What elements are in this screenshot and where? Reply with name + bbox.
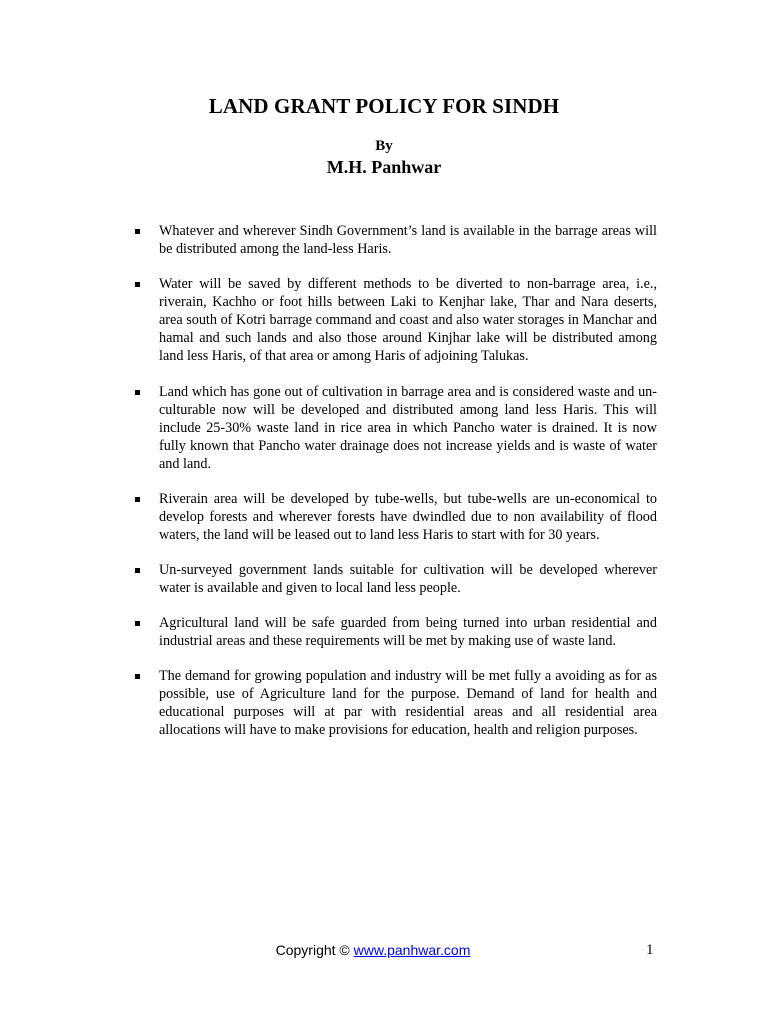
square-bullet-icon: [135, 229, 140, 234]
square-bullet-icon: [135, 674, 140, 679]
byline-label: By: [375, 138, 393, 154]
policy-bullet-item: [135, 222, 657, 258]
document-title: LAND GRANT POLICY FOR SINDH: [208, 94, 560, 118]
policy-bullet-item: [135, 614, 657, 650]
copyright-label: Copyright ©: [275, 942, 350, 958]
square-bullet-icon: [135, 390, 140, 395]
bullet-text: Un-surveyed government lands suitable for cultivation will be developed wherever water is available and given to local land less people.: [159, 562, 657, 596]
square-bullet-icon: [135, 497, 140, 502]
square-bullet-icon: [135, 282, 140, 287]
bullet-text: Land which has gone out of cultivation in barrage area and is considered waste and un-culturable now will be developed and distributed among land less Haris. This will include 25-30% waste land in rice area in which Pancho water is drained. It is now fully known that Pancho water drainage does not increase yields and is waste of water and land.: [159, 384, 657, 472]
policy-bullet-item: [135, 561, 657, 597]
bullet-text: Riverain area will be developed by tube-wells, but tube-wells are un-economical to develop forests and wherever forests have dwindled due to non availability of flood waters, the land will be leased out to land less Haris to start with for 30 years.: [159, 491, 657, 543]
copyright-notice: [0, 942, 746, 958]
page-number: 1: [646, 942, 654, 958]
square-bullet-icon: [135, 568, 140, 573]
policy-bullet-item: [135, 275, 657, 365]
website-link[interactable]: www.panhwar.com: [353, 942, 471, 958]
page-footer: [0, 942, 768, 962]
bullet-text: Whatever and wherever Sindh Government’s land is available in the barrage areas will be distributed among the land-less Haris.: [159, 223, 657, 257]
policy-bullet-item: [135, 490, 657, 544]
bullet-text: The demand for growing population and industry will be met fully a avoiding as for as possible, use of Agriculture land for the purpose. Demand of land for health and educational purposes will at par with residential areas and all residential area allocations will have to make provisions for education, health and religion purposes.: [159, 668, 657, 738]
bullet-text: Water will be saved by different methods to be diverted to non-barrage area, i.e., riverain, Kachho or foot hills between Laki to Kenjhar lake, Thar and Nara deserts, area south of Kotri barrage command and coast and also water storages in Manchar and hamal and such lands and also those around Kinjhar lake will be distributed among land less Haris, of that area or among Haris of adjoining Talukas.: [159, 276, 657, 364]
policy-bullet-item: [135, 667, 657, 739]
square-bullet-icon: [135, 621, 140, 626]
author-name: M.H. Panhwar: [326, 157, 442, 177]
policy-bullet-item: [135, 383, 657, 473]
bullet-text: Agricultural land will be safe guarded from being turned into urban residential and industrial areas and these requirements will be met by making use of waste land.: [159, 615, 657, 649]
policy-bullet-list: [135, 222, 657, 756]
